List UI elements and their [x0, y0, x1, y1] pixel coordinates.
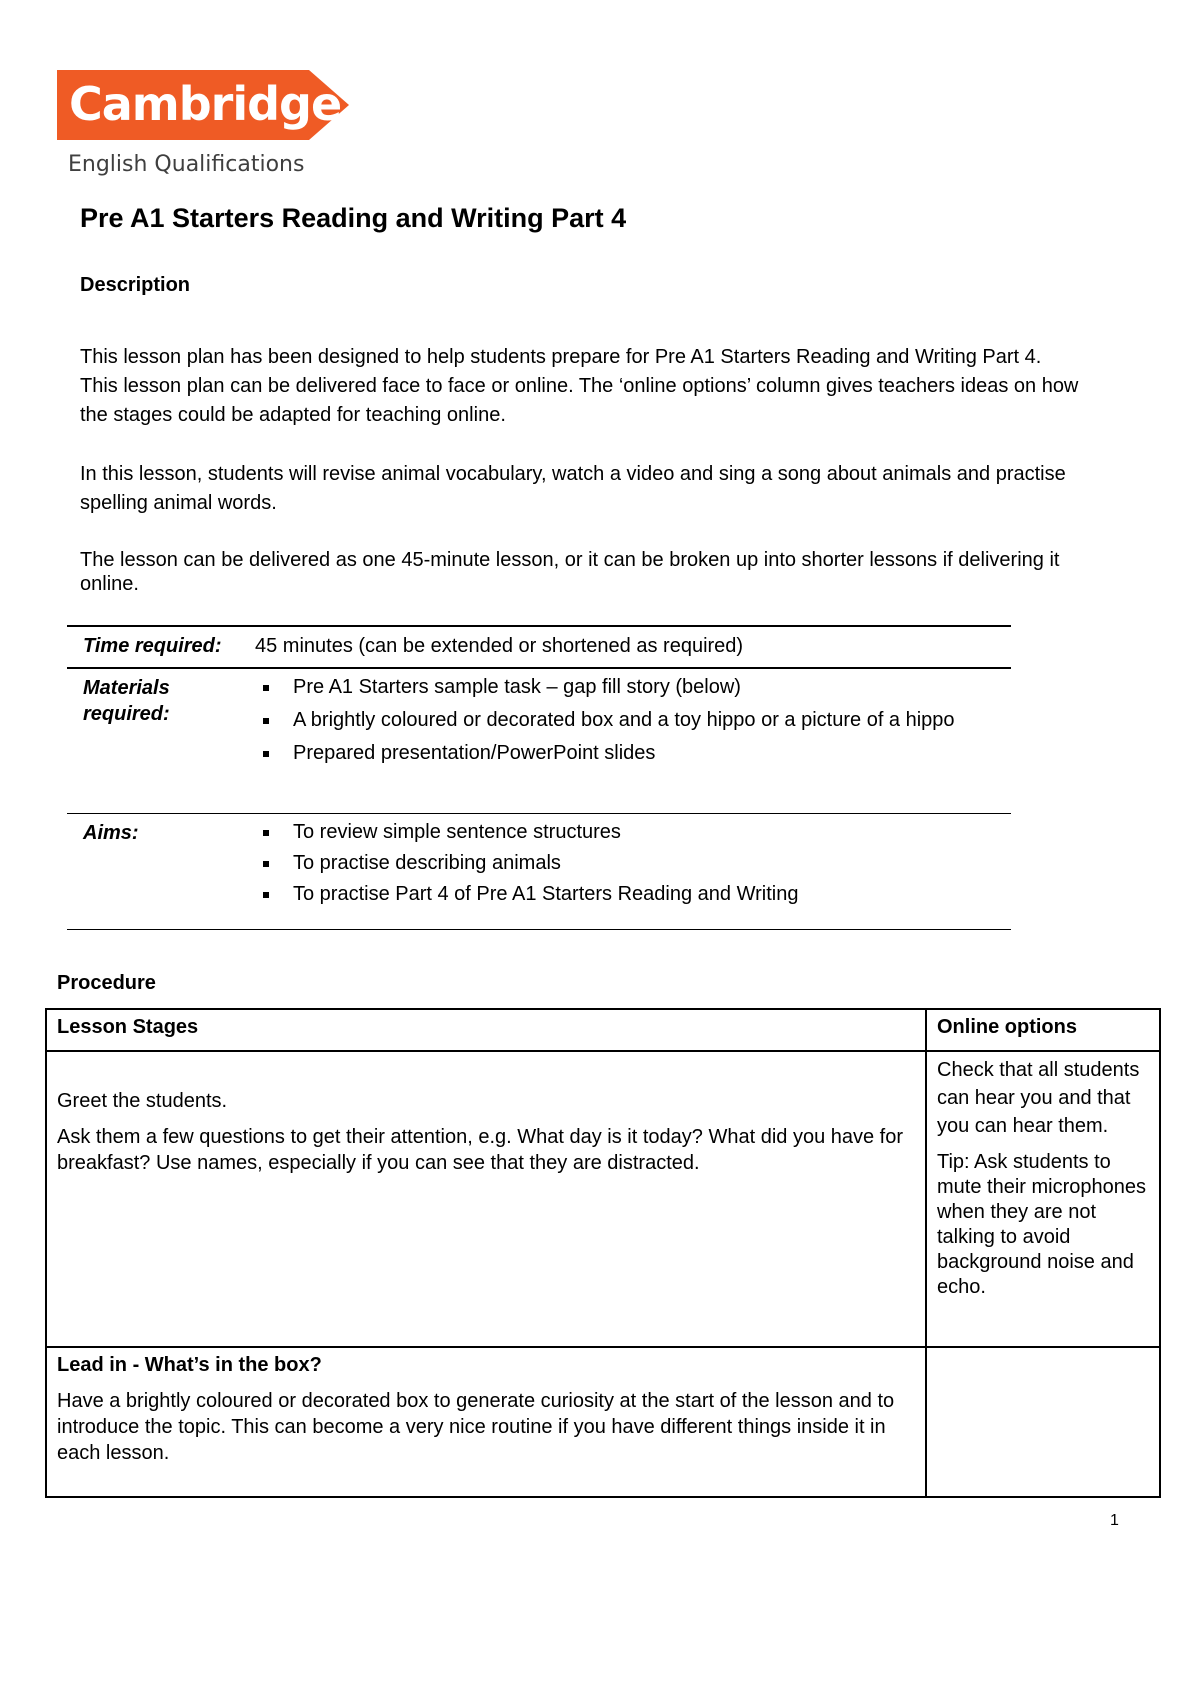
stage-text: Have a brightly coloured or decorated box to generate curiosity at the start of the lesson and to introduce the topic. This can become a very nice routine if you have different things inside it in each lesson.	[57, 1390, 895, 1464]
list-item: A brightly coloured or decorated box and a toy hippo or a picture of a hippo	[255, 708, 1011, 733]
procedure-heading: Procedure	[57, 972, 156, 994]
list-item: To practise Part 4 of Pre A1 Starters Reading and Writing	[255, 882, 1011, 907]
time-required-value: 45 minutes (can be extended or shortened as required)	[255, 626, 1011, 668]
list-item: Pre A1 Starters sample task – gap fill story (below)	[255, 675, 1011, 700]
procedure-header-row	[46, 1009, 1160, 1051]
square-bullet-icon	[263, 861, 269, 867]
materials-cell	[255, 668, 1011, 814]
square-bullet-icon	[263, 751, 269, 757]
description-paragraph-1: This lesson plan has been designed to help students prepare for Pre A1 Starters Reading and Writing Part 4. This lesson plan can be delivered face to face or online. The ‘online options’ column gives teachers ideas on how the stages could be adapted for teaching online.	[80, 346, 1079, 426]
document-title: Pre A1 Starters Reading and Writing Part 4	[80, 203, 627, 233]
logo-banner	[57, 70, 349, 140]
square-bullet-icon	[263, 830, 269, 836]
lesson-stages-header: Lesson Stages	[46, 1009, 926, 1051]
description-paragraph-3: The lesson can be delivered as one 45-minute lesson, or it can be broken up into shorter lessons if delivering it online.	[80, 549, 1060, 595]
description-paragraph-2: In this lesson, students will revise animal vocabulary, watch a video and sing a song about animals and practise spelling animal words.	[80, 463, 1066, 514]
square-bullet-icon	[263, 685, 269, 691]
stage-cell	[46, 1347, 926, 1497]
logo-wordmark: Cambridge	[69, 77, 342, 131]
stage-cell	[46, 1051, 926, 1347]
aims-cell	[255, 814, 1011, 930]
page-number: 1	[1110, 1512, 1119, 1529]
table-row	[46, 1347, 1160, 1497]
online-options-cell	[926, 1347, 1160, 1497]
materials-row	[67, 668, 1011, 814]
time-required-label: Time required:	[67, 626, 255, 668]
square-bullet-icon	[263, 892, 269, 898]
materials-list	[255, 675, 1011, 766]
online-option-text: Tip: Ask students to mute their microphones when they are not talking to avoid background noise and echo.	[937, 1151, 1146, 1298]
online-options-header: Online options	[926, 1009, 1160, 1051]
list-item: To review simple sentence structures	[255, 820, 1011, 845]
square-bullet-icon	[263, 718, 269, 724]
stage-text: Greet the students.	[57, 1090, 228, 1112]
stage-text: Ask them a few questions to get their attention, e.g. What day is it today? What did you have for breakfast? Use names, especially if you can see that they are distracted.	[57, 1126, 904, 1174]
logo-subtitle: English Qualifications	[68, 152, 305, 177]
cambridge-logo	[57, 70, 349, 177]
lesson-summary-table	[67, 625, 1011, 930]
aims-row	[67, 814, 1011, 930]
table-row	[46, 1051, 1160, 1347]
online-options-cell	[926, 1051, 1160, 1347]
time-required-row	[67, 626, 1011, 668]
online-option-text: Check that all students can hear you and that you can hear them.	[937, 1059, 1140, 1137]
list-item: Prepared presentation/PowerPoint slides	[255, 741, 1011, 766]
description-heading: Description	[80, 274, 191, 296]
materials-label: Materials required:	[67, 668, 255, 814]
aims-list	[255, 820, 1011, 907]
list-item: To practise describing animals	[255, 851, 1011, 876]
stage-title: Lead in - What’s in the box?	[57, 1354, 322, 1376]
procedure-table	[45, 1008, 1161, 1498]
aims-label: Aims:	[67, 814, 255, 930]
